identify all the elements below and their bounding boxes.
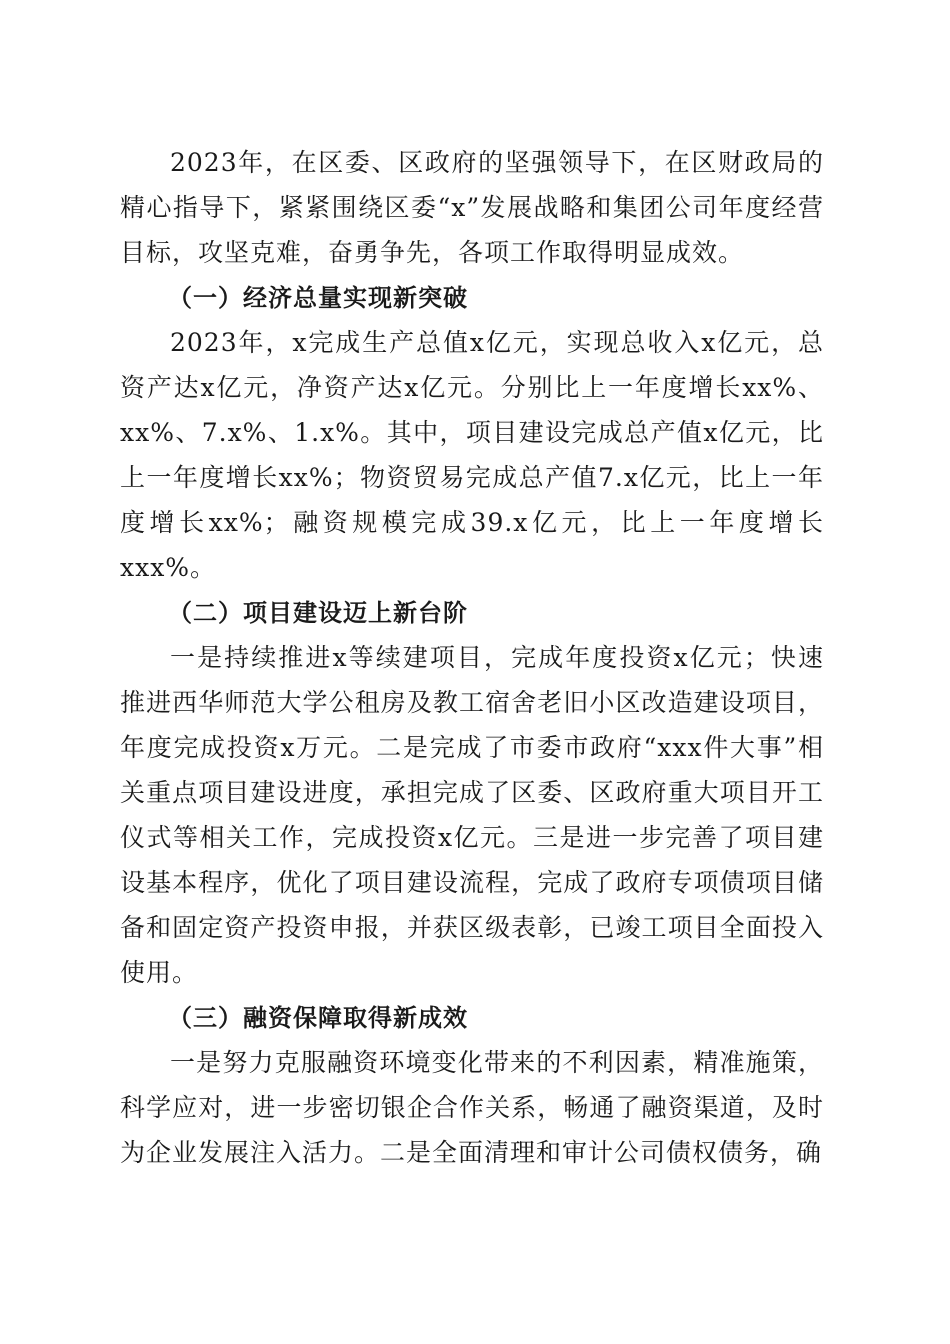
section-body-2: 一是持续推进x等续建项目，完成年度投资x亿元；快速推进西华师范大学公租房及教工宿舍老旧小区改造建设项目，年度完成投资x万元。二是完成了市委市政府“xxx件大事”相关重点项目建设进度，承担完成了区委、区政府重大项目开工仪式等相关工作，完成投资x亿元。三是进一步完善了项目建设基本程序，优化了项目建设流程，完成了政府专项债项目储备和固定资产投资申报，并获区级表彰，已竣工项目全面投入使用。 bbox=[120, 643, 824, 987]
section-heading-2: （二）项目建设迈上新台阶 bbox=[168, 598, 468, 627]
section-body-3: 一是努力克服融资环境变化带来的不利因素，精准施策，科学应对，进一步密切银企合作关系，畅通了融资渠道，及时为企业发展注入活力。二是全面清理和审计公司债权债务，确 bbox=[120, 1048, 824, 1167]
section-heading-3: （三）融资保障取得新成效 bbox=[168, 1003, 468, 1032]
section-body-1: 2023年，x完成生产总值x亿元，实现总收入x亿元，总资产达x亿元，净资产达x亿元。分别比上一年度增长xx%、xx%、7.x%、1.x%。其中，项目建设完成总产值x亿元，比上一年度增长xx%；物资贸易完成总产值7.x亿元，比上一年度增长xx%；融资规模完成39.x亿元，比上一年度增长xxx%。 bbox=[120, 328, 824, 582]
document-body bbox=[120, 140, 824, 1175]
section-heading-1: （一）经济总量实现新突破 bbox=[168, 283, 468, 312]
intro-paragraph: 2023年，在区委、区政府的坚强领导下，在区财政局的精心指导下，紧紧围绕区委“x”发展战略和集团公司年度经营目标，攻坚克难，奋勇争先，各项工作取得明显成效。 bbox=[120, 148, 824, 267]
